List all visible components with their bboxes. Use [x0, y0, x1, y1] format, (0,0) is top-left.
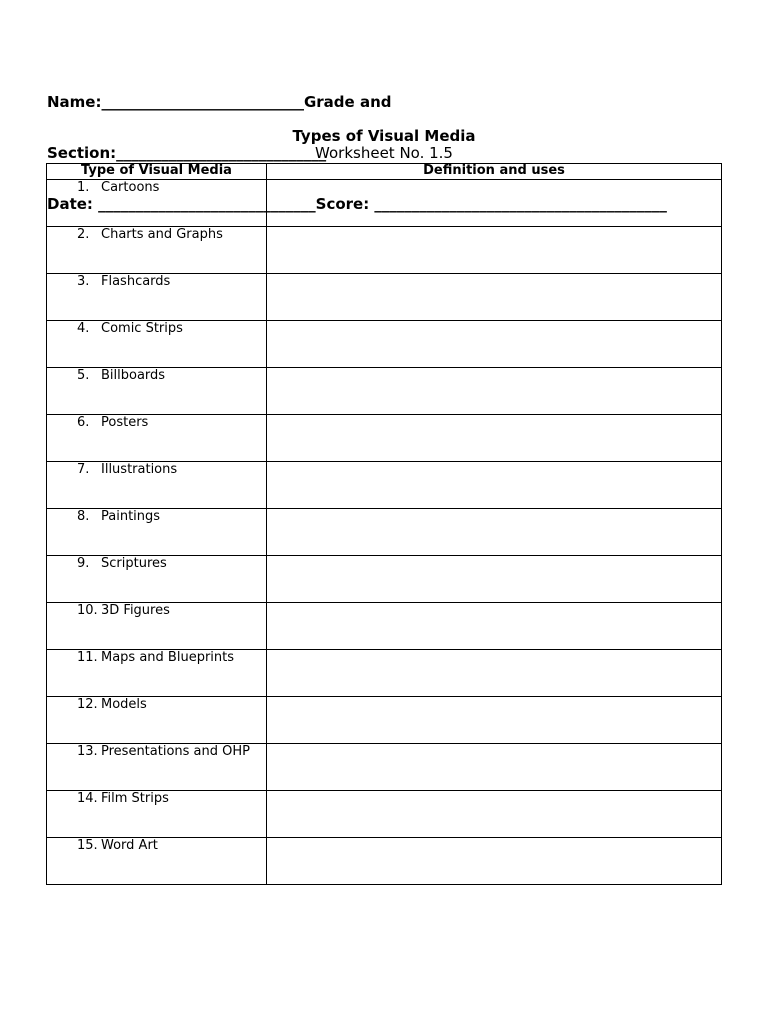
media-type-cell	[47, 603, 267, 650]
media-type-cell	[47, 509, 267, 556]
definition-cell[interactable]	[267, 509, 722, 556]
worksheet-number: Worksheet No. 1.5	[315, 144, 453, 162]
definition-cell[interactable]	[267, 603, 722, 650]
definition-cell[interactable]	[267, 697, 722, 744]
table-row	[47, 415, 722, 462]
date-score-line: Date: _____________________________Score: _______________________________________	[47, 195, 667, 213]
media-type-item	[47, 462, 266, 477]
item-label: Paintings	[101, 509, 161, 524]
item-label: Models	[101, 697, 147, 712]
item-number: 8.	[77, 509, 90, 524]
media-type-item	[47, 368, 266, 383]
item-label: Film Strips	[101, 791, 169, 806]
definition-cell[interactable]	[267, 227, 722, 274]
media-type-item	[47, 321, 266, 336]
definition-cell[interactable]	[267, 791, 722, 838]
worksheet-title: Types of Visual Media	[292, 127, 476, 145]
table-row	[47, 368, 722, 415]
definition-cell[interactable]	[267, 744, 722, 791]
media-type-cell	[47, 274, 267, 321]
media-type-cell	[47, 321, 267, 368]
table-row	[47, 744, 722, 791]
name-grade-line: Name:___________________________Grade and	[47, 93, 392, 111]
item-number: 6.	[77, 415, 90, 430]
item-number: 7.	[77, 462, 90, 477]
media-type-cell	[47, 650, 267, 697]
worksheet-title-block	[0, 128, 768, 162]
item-number: 11.	[77, 650, 98, 665]
table-row	[47, 603, 722, 650]
item-number: 13.	[77, 744, 98, 759]
table-row	[47, 321, 722, 368]
media-type-cell	[47, 791, 267, 838]
media-type-item	[47, 650, 266, 665]
media-type-item	[47, 180, 266, 195]
item-label: 3D Figures	[101, 603, 170, 618]
definition-cell[interactable]	[267, 368, 722, 415]
definition-cell[interactable]	[267, 180, 722, 227]
visual-media-table	[46, 163, 722, 885]
section-line: Section:____________________________	[47, 144, 327, 162]
definition-cell[interactable]	[267, 650, 722, 697]
media-type-item	[47, 603, 266, 618]
media-type-item	[47, 274, 266, 289]
definition-cell[interactable]	[267, 274, 722, 321]
item-label: Maps and Blueprints	[101, 650, 235, 665]
table-row	[47, 650, 722, 697]
media-type-cell	[47, 462, 267, 509]
item-number: 1.	[77, 180, 90, 195]
media-type-item	[47, 556, 266, 571]
item-label: Flashcards	[101, 274, 171, 289]
definition-cell[interactable]	[267, 321, 722, 368]
table-row	[47, 838, 722, 885]
table-row	[47, 180, 722, 227]
media-type-cell	[47, 744, 267, 791]
item-label: Comic Strips	[101, 321, 183, 336]
media-type-item	[47, 791, 266, 806]
media-type-cell	[47, 180, 267, 227]
table-row	[47, 556, 722, 603]
item-number: 2.	[77, 227, 90, 242]
column-header-definition: Definition and uses	[267, 164, 722, 180]
media-type-cell	[47, 227, 267, 274]
media-type-cell	[47, 697, 267, 744]
media-type-cell	[47, 415, 267, 462]
item-label: Word Art	[101, 838, 158, 853]
definition-cell[interactable]	[267, 462, 722, 509]
item-number: 12.	[77, 697, 98, 712]
media-type-cell	[47, 838, 267, 885]
item-number: 4.	[77, 321, 90, 336]
table-row	[47, 697, 722, 744]
item-label: Posters	[101, 415, 149, 430]
item-label: Scriptures	[101, 556, 167, 571]
item-label: Presentations and OHP	[101, 744, 250, 759]
item-number: 9.	[77, 556, 90, 571]
media-type-item	[47, 227, 266, 242]
table-row	[47, 462, 722, 509]
table-row	[47, 791, 722, 838]
media-type-item	[47, 744, 266, 759]
column-header-type: Type of Visual Media	[47, 164, 267, 180]
media-type-item	[47, 697, 266, 712]
item-number: 5.	[77, 368, 90, 383]
media-type-cell	[47, 368, 267, 415]
item-label: Cartoons	[101, 180, 160, 195]
item-number: 14.	[77, 791, 98, 806]
item-number: 10.	[77, 603, 98, 618]
definition-cell[interactable]	[267, 838, 722, 885]
table-row	[47, 509, 722, 556]
media-type-item	[47, 838, 266, 853]
media-type-item	[47, 415, 266, 430]
item-label: Charts and Graphs	[101, 227, 223, 242]
table-row	[47, 274, 722, 321]
item-label: Illustrations	[101, 462, 178, 477]
media-type-item	[47, 509, 266, 524]
definition-cell[interactable]	[267, 556, 722, 603]
item-number: 3.	[77, 274, 90, 289]
media-type-cell	[47, 556, 267, 603]
definition-cell[interactable]	[267, 415, 722, 462]
item-number: 15.	[77, 838, 98, 853]
table-row	[47, 227, 722, 274]
item-label: Billboards	[101, 368, 166, 383]
table-header-row	[47, 164, 722, 180]
